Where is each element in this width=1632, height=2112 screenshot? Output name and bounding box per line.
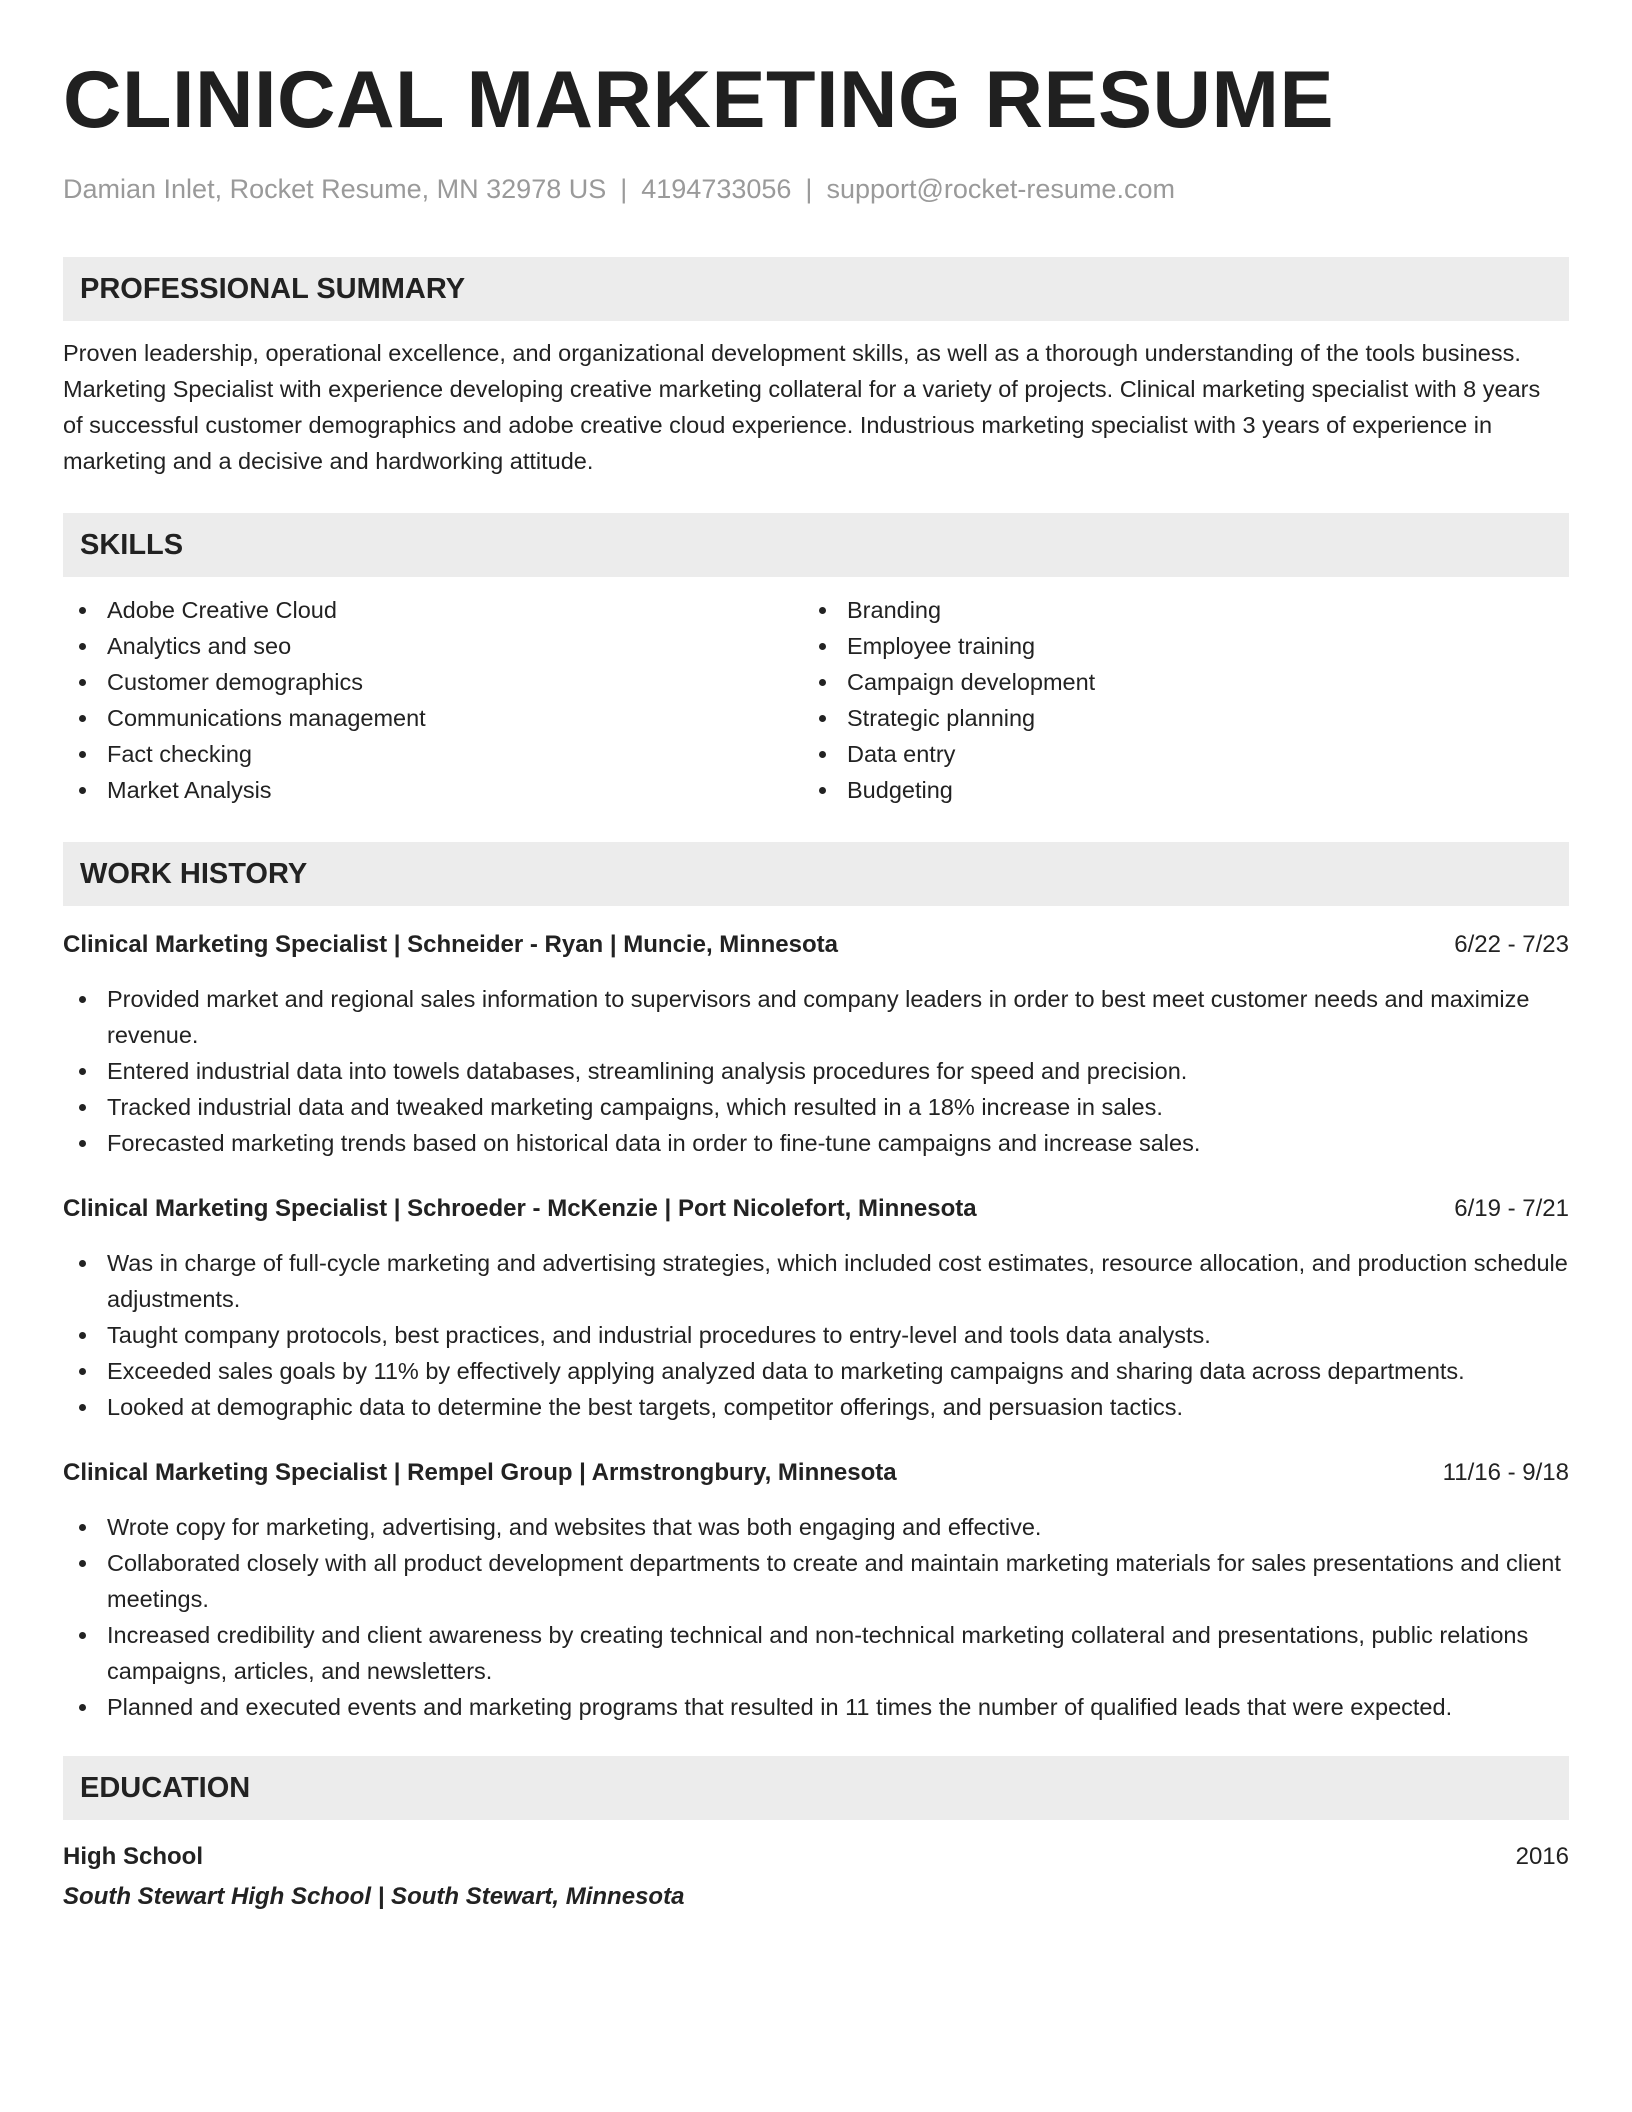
job-bullets [63,981,1569,1161]
job-bullet: Tracked industrial data and tweaked marketing campaigns, which resulted in a 18% increase in sales. [63,1089,1569,1125]
job-bullets [63,1509,1569,1725]
skill-item: Employee training [803,628,1543,664]
job-bullet: Exceeded sales goals by 11% by effectively applying analyzed data to marketing campaigns and sharing data across departments. [63,1353,1569,1389]
skills-columns [63,592,1569,808]
job-bullet: Forecasted marketing trends based on historical data in order to fine-tune campaigns and increase sales. [63,1125,1569,1161]
contact-phone: 4194733056 [641,174,792,204]
education-year: 2016 [1515,1843,1569,1870]
job-bullet: Collaborated closely with all product development departments to create and maintain marketing materials for sales presentations and client meetings. [63,1545,1569,1617]
skill-item: Communications management [63,700,803,736]
job-bullet: Provided market and regional sales information to supervisors and company leaders in order to best meet customer needs and maximize revenue. [63,981,1569,1053]
job-date: 11/16 - 9/18 [1442,1459,1569,1486]
job-entry [63,927,1569,1161]
education-header [63,1839,1569,1875]
job-bullet: Looked at demographic data to determine the best targets, competitor offerings, and persuasion tactics. [63,1389,1569,1425]
skill-item: Customer demographics [63,664,803,700]
job-title: Clinical Marketing Specialist | Rempel Group | Armstrongbury, Minnesota [63,1459,897,1486]
summary-text: Proven leadership, operational excellence, and organizational development skills, as well as a thorough understanding of the tools business. Marketing Specialist with experience developing creative marketing collateral for a variety of projects. Clinical marketing specialist with 8 years of successful customer demographics and adobe creative cloud experience. Industrious marketing specialist with 3 years of experience in marketing and a decisive and hardworking attitude. [63,340,1541,474]
section-heading-skills: SKILLS [63,513,1569,577]
job-header [63,927,1569,963]
skill-item: Adobe Creative Cloud [63,592,803,628]
education-entry [63,1839,1569,1915]
section-heading-summary: PROFESSIONAL SUMMARY [63,257,1569,321]
skill-item: Strategic planning [803,700,1543,736]
job-header [63,1455,1569,1491]
section-heading-work-history: WORK HISTORY [63,842,1569,906]
job-bullet: Increased credibility and client awareness by creating technical and non-technical marketing collateral and presentations, public relations campaigns, articles, and newsletters. [63,1617,1569,1689]
skill-item: Analytics and seo [63,628,803,664]
section-heading-education: EDUCATION [63,1756,1569,1820]
job-bullet: Planned and executed events and marketing programs that resulted in 11 times the number of qualified leads that were expected. [63,1689,1569,1725]
job-header [63,1191,1569,1227]
contact-email: support@rocket-resume.com [826,174,1175,204]
skill-item: Market Analysis [63,772,803,808]
skill-item: Data entry [803,736,1543,772]
contact-separator: | [805,174,813,204]
job-bullets [63,1245,1569,1425]
job-entry [63,1191,1569,1425]
skills-list-right [803,592,1543,808]
skills-list-left [63,592,803,808]
job-bullet: Was in charge of full-cycle marketing and advertising strategies, which included cost estimates, resource allocation, and production schedule adjustments. [63,1245,1569,1317]
job-bullet: Wrote copy for marketing, advertising, and websites that was both engaging and effective. [63,1509,1569,1545]
job-title: Clinical Marketing Specialist | Schneider - Ryan | Muncie, Minnesota [63,931,838,958]
job-entry [63,1455,1569,1725]
contact-address: Damian Inlet, Rocket Resume, MN 32978 US [63,174,607,204]
job-bullet: Entered industrial data into towels databases, streamlining analysis procedures for speed and precision. [63,1053,1569,1089]
resume-title: CLINICAL MARKETING RESUME [63,55,1335,145]
skill-item: Branding [803,592,1543,628]
job-title: Clinical Marketing Specialist | Schroeder - McKenzie | Port Nicolefort, Minnesota [63,1195,977,1222]
education-degree: High School [63,1843,203,1870]
contact-separator: | [620,174,628,204]
education-school: South Stewart High School | South Stewart, Minnesota [63,1883,685,1910]
skill-item: Budgeting [803,772,1543,808]
skill-item: Campaign development [803,664,1543,700]
job-date: 6/19 - 7/21 [1454,1195,1569,1222]
skill-item: Fact checking [63,736,803,772]
job-date: 6/22 - 7/23 [1454,931,1569,958]
contact-line [63,172,1569,206]
job-bullet: Taught company protocols, best practices, and industrial procedures to entry-level and tools data analysts. [63,1317,1569,1353]
